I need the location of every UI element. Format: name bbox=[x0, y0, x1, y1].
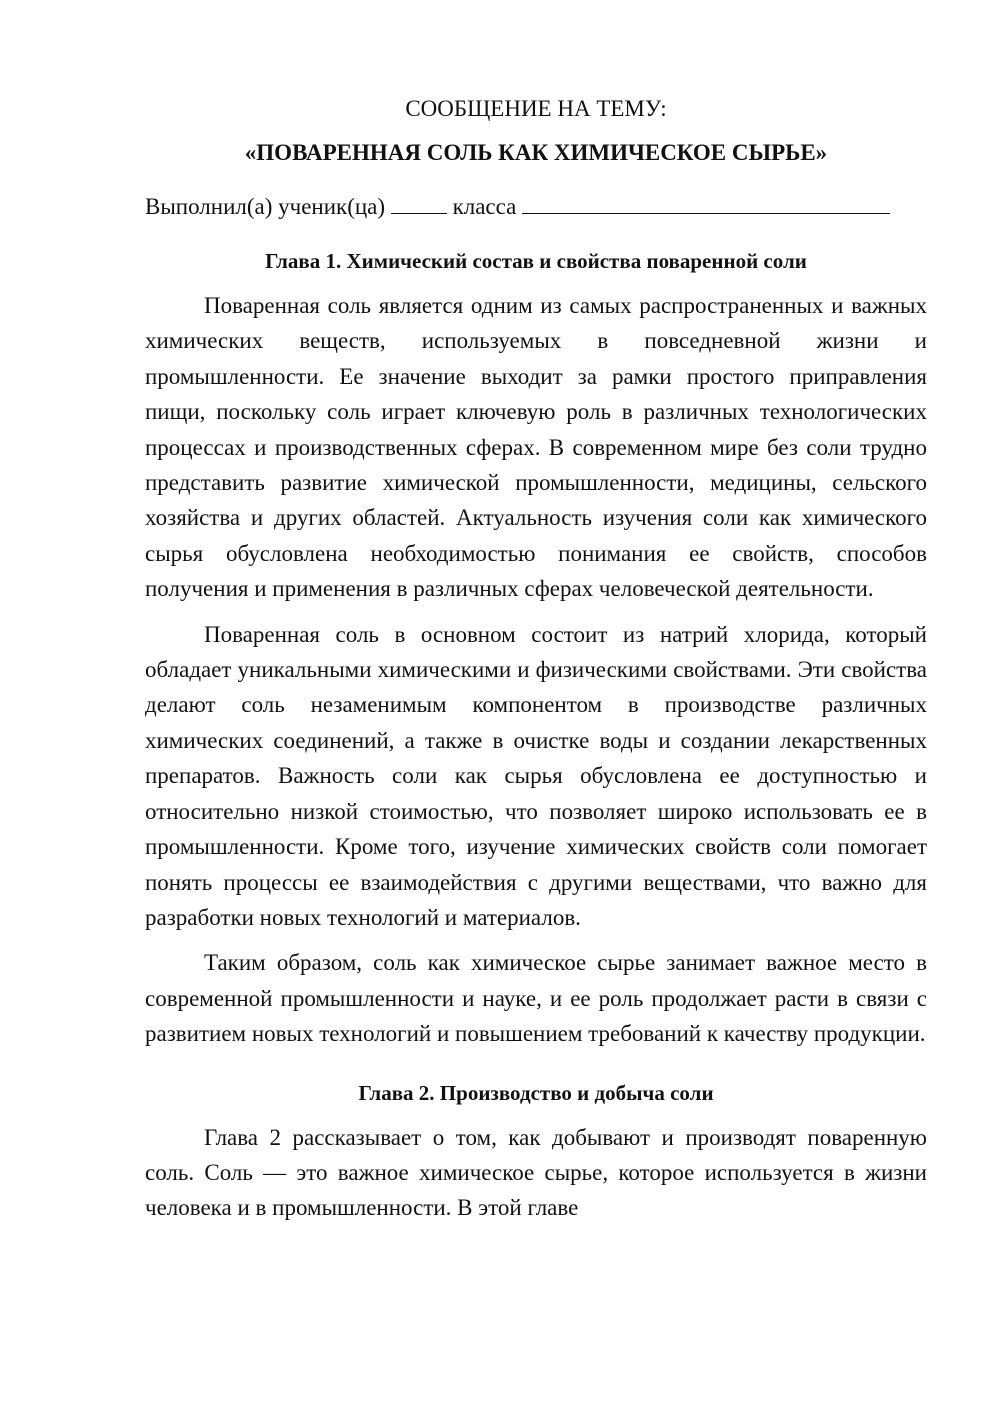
class-label: класса bbox=[452, 194, 517, 219]
chapter-2-paragraph-1: Глава 2 рассказывает о том, как добывают и производят поваренную соль. Соль — это важное химическое сырье, которое используется в жизни человека и в промышленности. В этой главе bbox=[145, 1124, 927, 1221]
chapter-1-paragraph-1: Поваренная соль является одним из самых распространенных и важных химических веществ, используемых в повседневной жизни и промышленности. Ее значение выходит за рамки простого приправления пищи, поскольку соль играет ключевую роль в различных технологических процессах и производственных сферах. В современном мире без соли трудно представить развитие химической промышленности, медицины, сельского хозяйства и других областей. Актуальность изучения соли как химического сырья обусловлена необходимостью понимания ее свойств, способов получения и применения в различных сферах человеческой деятельности. bbox=[145, 293, 927, 602]
chapter-1-paragraph-2: Поваренная соль в основном состоит из натрий хлорида, который обладает уникальными химическими и физическими свойствами. Эти свойства делают соль незаменимым компонентом в производстве различных химических соединений, а также в очистке воды и создании лекарственных препаратов. Важность соли как сырья обусловлена ее доступностью и относительно низкой стоимостью, что позволяет широко использовать ее в промышленности. Кроме того, изучение химических свойств соли помогает понять процессы ее взаимодействия с другими веществами, что важно для разработки новых технологий и материалов. bbox=[145, 621, 927, 930]
class-name-blank bbox=[522, 191, 890, 214]
author-line bbox=[145, 190, 927, 224]
chapter-2-heading: Глава 2. Производство и добыча соли bbox=[358, 1080, 714, 1105]
chapter-1-paragraph-3: Таким образом, соль как химическое сырье занимает важное место в современной промышленности и науке, и ее роль продолжает расти в связи с развитием новых технологий и повышением требований к качеству продукции. bbox=[145, 950, 927, 1047]
author-label: Выполнил(а) ученик(ца) bbox=[145, 194, 386, 219]
document-header: СООБЩЕНИЕ НА ТЕМУ: bbox=[405, 96, 667, 121]
document-page bbox=[145, 92, 927, 1226]
chapter-1-heading: Глава 1. Химический состав и свойства поваренной соли bbox=[265, 249, 807, 273]
document-title: «ПОВАРЕННАЯ СОЛЬ КАК ХИМИЧЕСКОЕ СЫРЬЕ» bbox=[244, 140, 828, 165]
class-number-blank bbox=[391, 191, 447, 214]
